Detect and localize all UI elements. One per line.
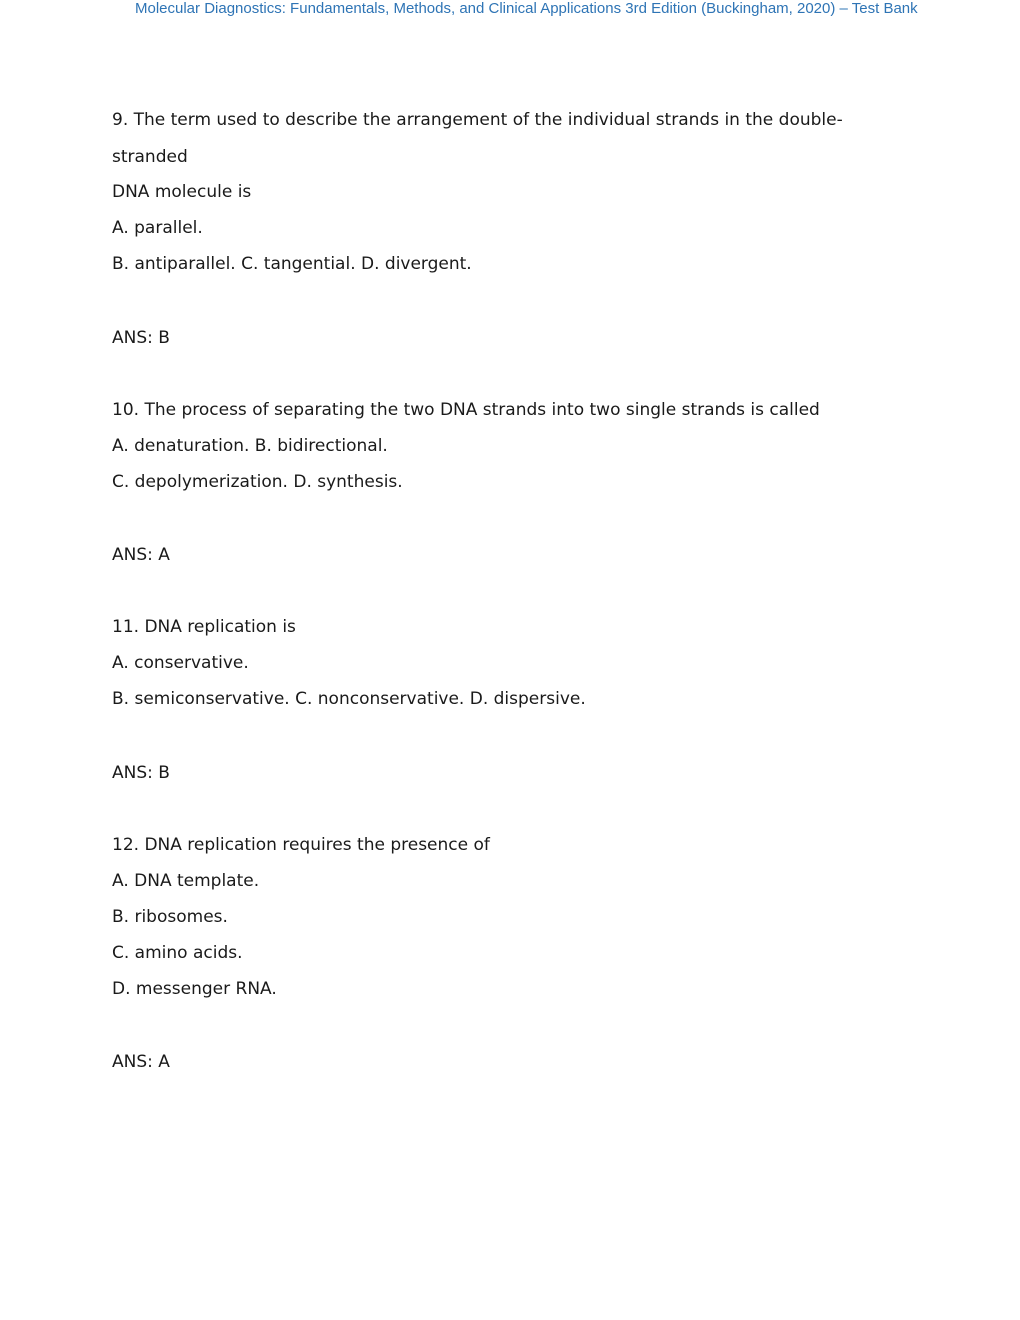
question-9-answer: ANS: B	[112, 328, 170, 348]
question-11-stem: 11. DNA replication is	[112, 617, 296, 637]
question-12-option-a: A. DNA template.	[112, 871, 260, 891]
question-12-option-d: D. messenger RNA.	[112, 979, 277, 999]
question-9-stem-line-1: 9. The term used to describe the arrangement of the individual strands in the double-	[112, 110, 843, 130]
question-9-stem-line-2: stranded	[112, 147, 188, 167]
question-10-options-line-2: C. depolymerization. D. synthesis.	[112, 472, 403, 492]
question-12-answer: ANS: A	[112, 1052, 170, 1072]
question-9-stem-line-3: DNA molecule is	[112, 182, 252, 202]
question-10-options-line-1: A. denaturation. B. bidirectional.	[112, 436, 388, 456]
question-10-answer: ANS: A	[112, 545, 170, 565]
question-12-option-b: B. ribosomes.	[112, 907, 228, 927]
question-11-options-line-1: A. conservative.	[112, 653, 249, 673]
question-9-options-line-2: B. antiparallel. C. tangential. D. divergent.	[112, 254, 472, 274]
question-9-options-line-1: A. parallel.	[112, 218, 203, 238]
question-11-options-line-2: B. semiconservative. C. nonconservative. D. dispersive.	[112, 689, 586, 709]
question-12-option-c: C. amino acids.	[112, 943, 243, 963]
question-12-stem: 12. DNA replication requires the presence of	[112, 835, 490, 855]
question-10-stem: 10. The process of separating the two DNA strands into two single strands is called	[112, 400, 820, 420]
question-11-answer: ANS: B	[112, 763, 170, 783]
page-header: Molecular Diagnostics: Fundamentals, Methods, and Clinical Applications 3rd Edition (Buckingham, 2020) – Test Bank	[135, 0, 918, 17]
